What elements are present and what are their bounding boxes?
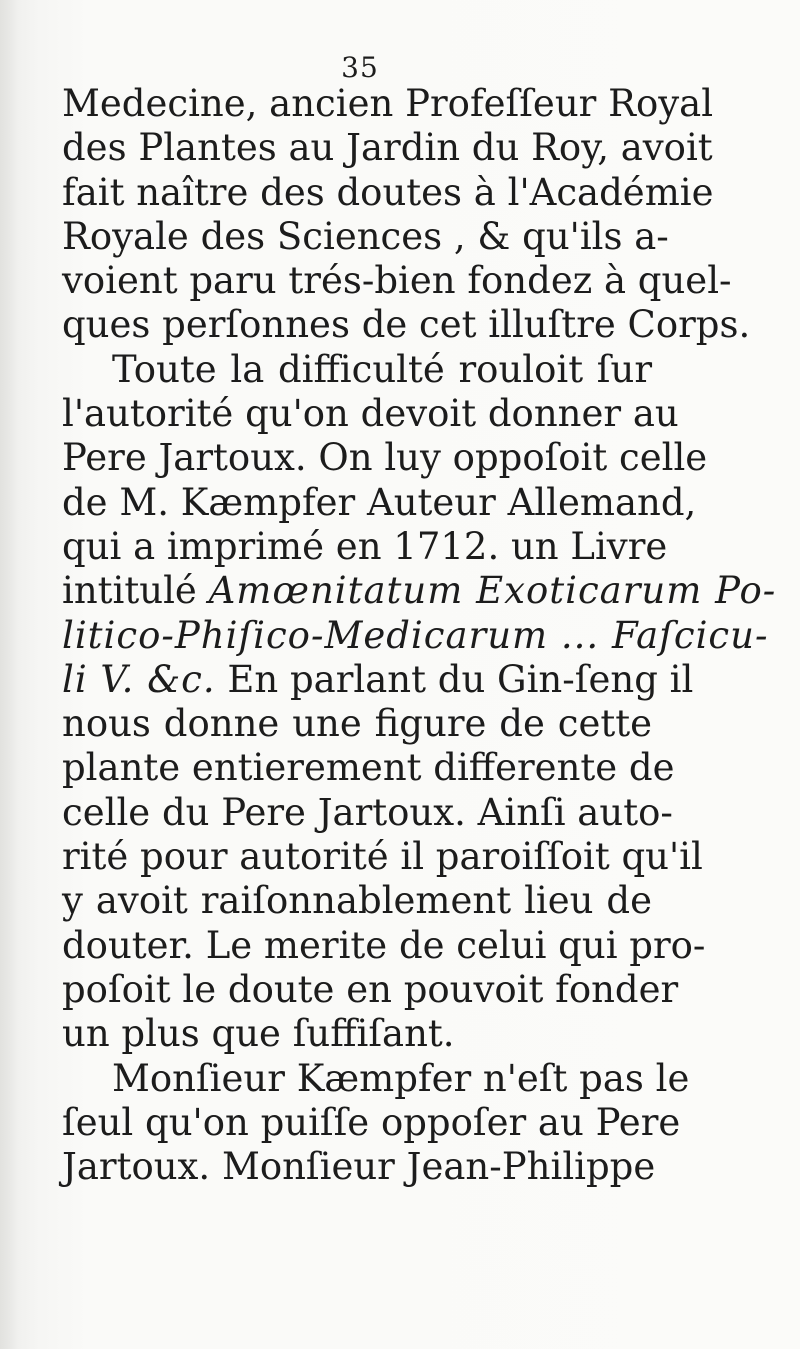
text-line (62, 392, 679, 436)
text-line (62, 170, 714, 215)
text-line (62, 746, 675, 790)
line-text: Royale des Sciences , & qu'ils a- (62, 214, 669, 258)
text-line (62, 1145, 656, 1189)
text-line (62, 436, 708, 480)
text-line (62, 613, 769, 658)
text-line (62, 259, 732, 303)
line-text: Pere Jartoux. On luy oppoſoit celle (62, 436, 708, 480)
line-text: rité pour autorité il paroiſſoit qu'il (62, 835, 703, 879)
line-text: Jartoux. Monſieur Jean-Philippe (62, 1145, 656, 1189)
line-text: nous donne une figure de cette (62, 702, 652, 746)
text-line (62, 1100, 681, 1145)
text-line (62, 1012, 652, 1056)
text-line (62, 835, 703, 879)
page-number: 35 (341, 51, 379, 84)
line-text: poſoit le doute en pouvoit fonder (62, 967, 679, 1011)
line-text: En parlant du Gin-ſeng il (215, 657, 694, 701)
line-text: ques perſonnes de cet illuſtre Corps. (62, 303, 751, 347)
text-line (62, 348, 652, 392)
text-line (62, 923, 706, 968)
text-line (62, 303, 751, 347)
line-text: un plus que ſuffiſant. (62, 1012, 455, 1056)
page-gutter-shadow (0, 0, 18, 1349)
text-line (62, 1056, 690, 1101)
text-line (62, 657, 694, 702)
text-line (62, 214, 669, 259)
text-line (62, 879, 652, 923)
line-text: Monſieur Kæmpfer n'eſt pas le (112, 1056, 690, 1100)
line-text: l'autorité qu'on devoit donner au (62, 392, 679, 436)
text-line (62, 126, 713, 170)
italic-title-text: litico-Phiſico-Medicarum ... Faſcicu- (62, 613, 769, 657)
text-line (62, 480, 697, 525)
text-line (62, 702, 652, 746)
line-text: douter. Le merite de celui qui pro- (62, 923, 706, 967)
text-line (62, 524, 668, 569)
line-text: y avoit raiſonnablement lieu de (62, 879, 652, 923)
line-text: qui a imprimé en 1712. un Livre (62, 524, 668, 568)
line-text: Toute la difficulté rouloit ſur (112, 347, 652, 391)
line-text: fait naître des doutes à l'Académie (62, 170, 714, 214)
line-text: des Plantes au Jardin du Roy, avoit (62, 126, 713, 170)
line-text: intitulé (62, 569, 209, 613)
line-text: celle du Pere Jartoux. Ainſi auto- (62, 790, 673, 834)
text-line (62, 569, 777, 613)
body-text (62, 82, 777, 1189)
italic-title-text: li V. &c. (62, 657, 216, 701)
line-text: plante entierement differente de (62, 746, 675, 790)
line-text: Medecine, ancien Profeſſeur Royal (62, 82, 714, 125)
italic-title-text: Amœnitatum Exoticarum Po- (208, 569, 777, 613)
text-line (62, 790, 673, 835)
text-line (62, 967, 679, 1012)
line-text: de M. Kæmpfer Auteur Allemand, (62, 480, 697, 524)
line-text: voient paru trés-bien fondez à quel- (62, 259, 732, 303)
line-text: ſeul qu'on puiſſe oppoſer au Pere (62, 1100, 681, 1144)
text-line (62, 82, 714, 126)
